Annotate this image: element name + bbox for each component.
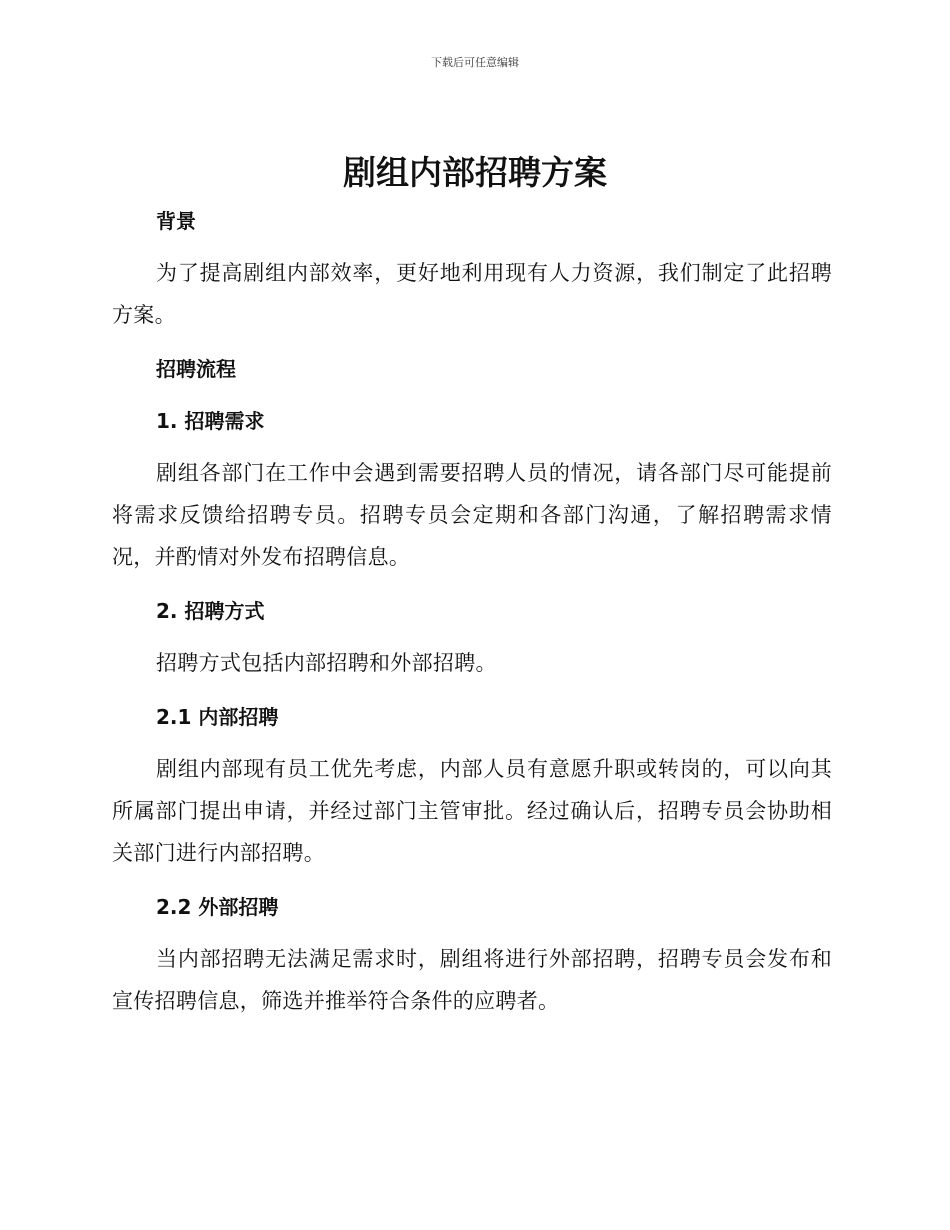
section-heading-recruitment-needs: 1. 招聘需求 xyxy=(156,409,265,433)
paragraph-recruitment-methods: 招聘方式包括内部招聘和外部招聘。 xyxy=(156,651,497,675)
section-heading-internal-recruitment: 2.1 内部招聘 xyxy=(156,705,279,729)
header-note: 下载后可任意编辑 xyxy=(431,56,519,69)
paragraph-recruitment-needs: 剧组各部门在工作中会遇到需要招聘人员的情况，请各部门尽可能提前将需求反馈给招聘专员。招聘专员会定期和各部门沟通，了解招聘需求情况，并酌情对外发布招聘信息。 xyxy=(112,461,832,569)
document-title: 剧组内部招聘方案 xyxy=(343,153,607,192)
paragraph-internal-recruitment: 剧组内部现有员工优先考虑，内部人员有意愿升职或转岗的，可以向其所属部门提出申请，并经过部门主管审批。经过确认后，招聘专员会协助相关部门进行内部招聘。 xyxy=(112,757,832,865)
section-heading-recruitment-process: 招聘流程 xyxy=(156,357,236,381)
section-heading-recruitment-methods: 2. 招聘方式 xyxy=(156,599,265,623)
document-body xyxy=(112,200,832,1034)
section-heading-external-recruitment: 2.2 外部招聘 xyxy=(156,895,279,919)
paragraph-background: 为了提高剧组内部效率，更好地利用现有人力资源，我们制定了此招聘方案。 xyxy=(112,261,832,327)
section-heading-background: 背景 xyxy=(156,209,196,233)
paragraph-external-recruitment: 当内部招聘无法满足需求时，剧组将进行外部招聘，招聘专员会发布和宣传招聘信息，筛选并推举符合条件的应聘者。 xyxy=(112,947,832,1013)
